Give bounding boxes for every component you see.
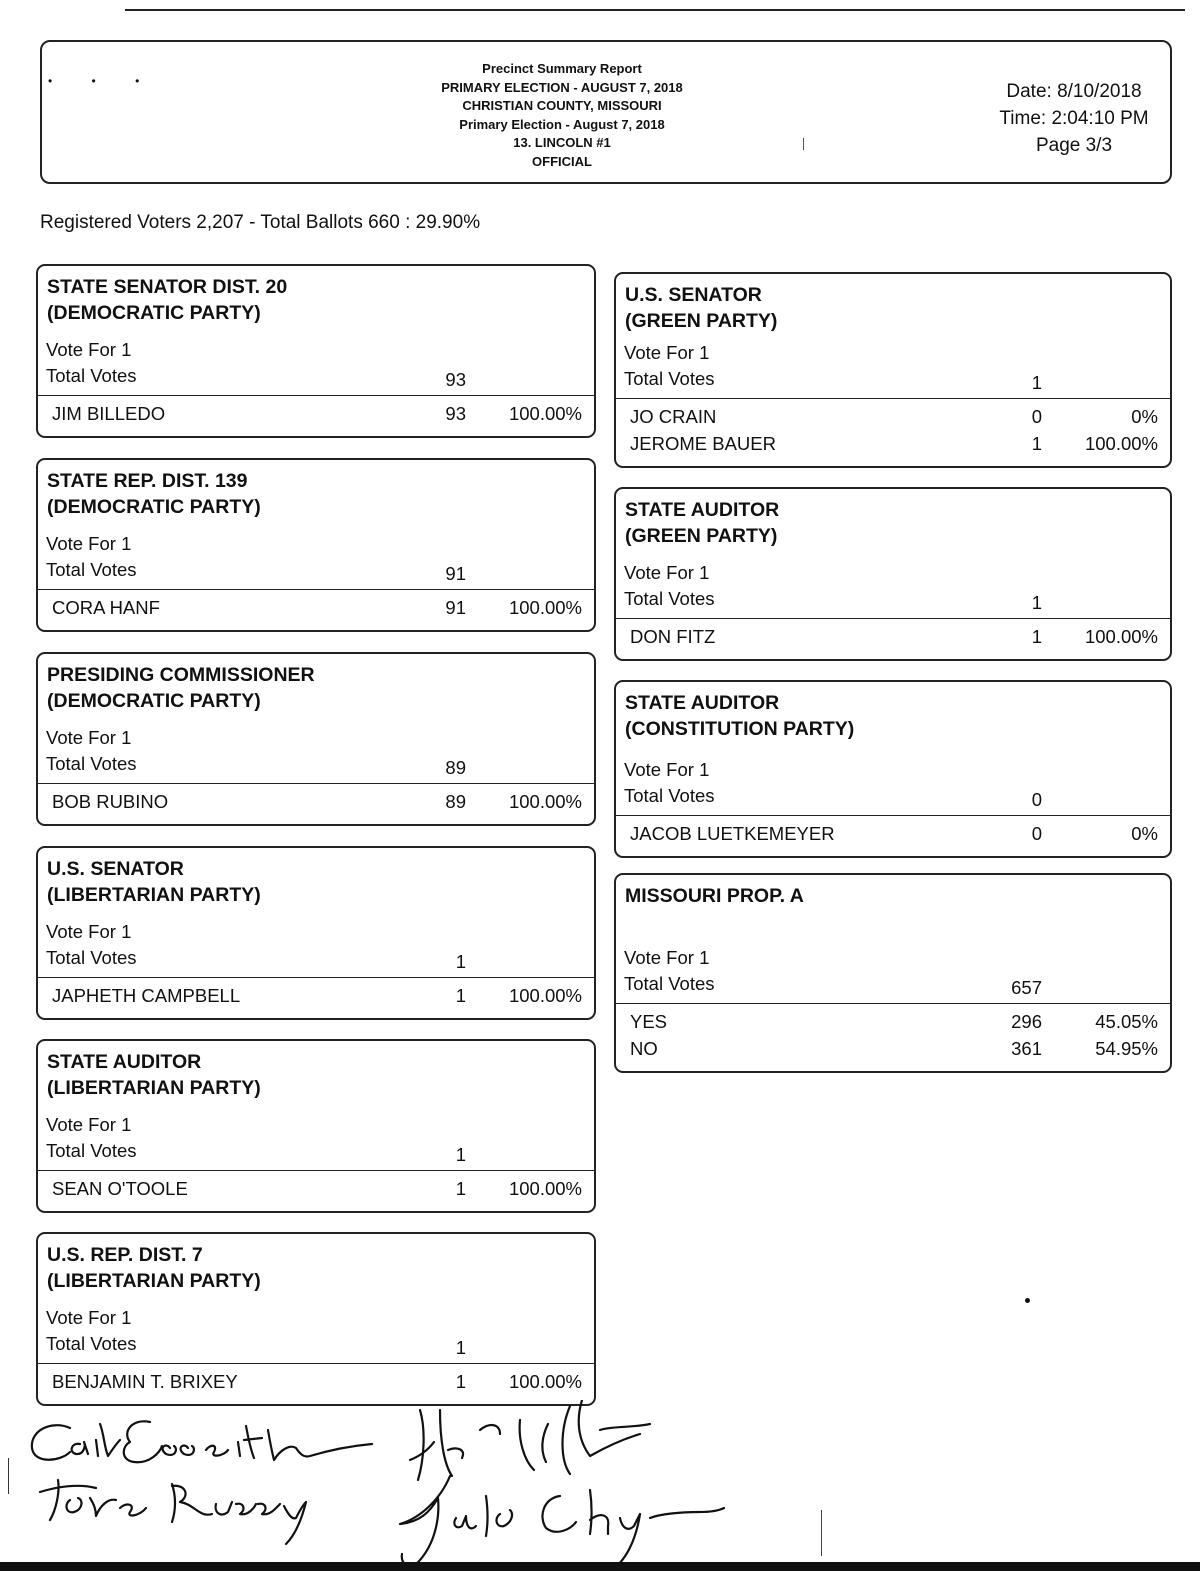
- race-title-line: MISSOURI PROP. A: [625, 885, 804, 907]
- signature-4: [400, 1476, 724, 1570]
- candidate-votes: 296: [1011, 1011, 1042, 1032]
- scan-marks: • • •: [48, 74, 158, 88]
- total-votes-label: Total Votes: [624, 588, 715, 609]
- candidate-percent: 100.00%: [508, 1371, 582, 1392]
- candidate-name: JAPHETH CAMPBELL: [52, 985, 241, 1006]
- race-divider: [616, 618, 1170, 619]
- race-title: [47, 662, 315, 714]
- total-votes-label: Total Votes: [624, 973, 715, 994]
- candidate-percent: 100.00%: [1084, 626, 1158, 647]
- candidate-percent: 100.00%: [508, 791, 582, 812]
- election-name: PRIMARY ELECTION - AUGUST 7, 2018: [441, 79, 683, 95]
- report-title-block: [342, 60, 782, 171]
- race-title-line: STATE REP. DIST. 139: [47, 470, 248, 492]
- total-votes-value: 1: [1031, 592, 1042, 613]
- candidate-row: [616, 1038, 1170, 1065]
- candidate-row: [38, 791, 594, 818]
- total-votes-label: Total Votes: [46, 559, 137, 580]
- race-title: [625, 282, 777, 334]
- race-divider: [38, 395, 594, 396]
- candidate-row: [616, 1011, 1170, 1038]
- vote-for-label: Vote For 1: [46, 1114, 132, 1135]
- race-title-line: U.S. SENATOR: [625, 284, 762, 306]
- county-name: CHRISTIAN COUNTY, MISSOURI: [462, 98, 662, 113]
- candidate-name: SEAN O'TOOLE: [52, 1178, 188, 1199]
- race-box-state-auditor-constitution-party: [614, 680, 1172, 858]
- total-votes-label: Total Votes: [46, 947, 137, 968]
- race-title: [625, 497, 779, 549]
- scan-speck: [1025, 1298, 1030, 1303]
- race-divider: [616, 815, 1170, 816]
- candidate-name: BENJAMIN T. BRIXEY: [52, 1371, 238, 1392]
- report-time: Time: 2:04:10 PM: [999, 108, 1149, 129]
- total-votes-value: 1: [455, 1337, 466, 1358]
- candidate-percent: 100.00%: [508, 1178, 582, 1199]
- candidate-name: JO CRAIN: [630, 406, 717, 427]
- report-header: [40, 40, 1172, 184]
- candidate-votes: 1: [1031, 626, 1042, 647]
- race-title-line: (DEMOCRATIC PARTY): [47, 302, 261, 324]
- candidate-name: JACOB LUETKEMEYER: [630, 823, 835, 844]
- candidate-votes: 1: [455, 1371, 466, 1392]
- scan-mark-right: [821, 1510, 822, 1556]
- candidate-percent: 100.00%: [508, 985, 582, 1006]
- race-title: [47, 274, 287, 326]
- total-votes-label: Total Votes: [624, 785, 715, 806]
- race-title-line: (DEMOCRATIC PARTY): [47, 690, 261, 712]
- candidate-votes: 1: [1031, 433, 1042, 454]
- candidate-row: [616, 626, 1170, 653]
- race-divider: [38, 783, 594, 784]
- vote-for-label: Vote For 1: [46, 1307, 132, 1328]
- race-title-line: (LIBERTARIAN PARTY): [47, 1077, 261, 1099]
- race-title-line: U.S. REP. DIST. 7: [47, 1244, 203, 1266]
- report-meta: [984, 78, 1164, 159]
- race-title-line: U.S. SENATOR: [47, 858, 184, 880]
- precinct-name: 13. LINCOLN #1: [513, 135, 611, 150]
- report-date: Date: 8/10/2018: [1006, 81, 1142, 102]
- candidate-percent: 0%: [1131, 406, 1158, 427]
- total-votes-value: 1: [455, 951, 466, 972]
- total-votes-value: 0: [1031, 789, 1042, 810]
- vote-for-label: Vote For 1: [46, 727, 132, 748]
- race-box-state-auditor-green-party: [614, 487, 1172, 661]
- race-title-line: (DEMOCRATIC PARTY): [47, 496, 261, 518]
- candidate-row: [38, 1371, 594, 1398]
- total-votes-label: Total Votes: [624, 368, 715, 389]
- candidate-name: JEROME BAUER: [630, 433, 776, 454]
- official-label: OFFICIAL: [532, 153, 592, 169]
- candidate-percent: 100.00%: [508, 597, 582, 618]
- vote-for-label: Vote For 1: [624, 759, 710, 780]
- vote-for-label: Vote For 1: [46, 339, 132, 360]
- candidate-name: YES: [630, 1011, 668, 1032]
- report-title: Precinct Summary Report: [482, 61, 642, 76]
- candidate-name: BOB RUBINO: [52, 791, 169, 812]
- total-votes-label: Total Votes: [46, 1333, 137, 1354]
- candidate-votes: 0: [1031, 823, 1042, 844]
- race-box-state-auditor-libertarian-party: [36, 1039, 596, 1213]
- candidate-percent: 0%: [1131, 823, 1158, 844]
- race-box-presiding-commissioner-democratic-party: [36, 652, 596, 826]
- candidate-row: [616, 406, 1170, 433]
- candidate-votes: 93: [445, 403, 466, 424]
- candidate-percent: 100.00%: [508, 403, 582, 424]
- total-votes-label: Total Votes: [46, 753, 137, 774]
- candidate-name: CORA HANF: [52, 597, 160, 618]
- candidate-name: JIM BILLEDO: [52, 403, 166, 424]
- race-title-line: (LIBERTARIAN PARTY): [47, 884, 261, 906]
- candidate-row: [38, 597, 594, 624]
- total-votes-label: Total Votes: [46, 365, 137, 386]
- candidate-percent: 100.00%: [1084, 433, 1158, 454]
- total-votes-value: 93: [445, 369, 466, 390]
- race-divider: [38, 589, 594, 590]
- total-votes-value: 91: [445, 563, 466, 584]
- total-votes-value: 89: [445, 757, 466, 778]
- registered-voters-summary: Registered Voters 2,207 - Total Ballots 660 : 29.90%: [40, 212, 481, 233]
- candidate-row: [616, 823, 1170, 850]
- race-title-line: STATE AUDITOR: [625, 499, 780, 521]
- vote-for-label: Vote For 1: [624, 562, 710, 583]
- race-box-u-s-senator-green-party: [614, 272, 1172, 468]
- candidate-percent: 45.05%: [1095, 1011, 1158, 1032]
- candidate-votes: 0: [1031, 406, 1042, 427]
- race-divider: [38, 1170, 594, 1171]
- scan-tick: [803, 138, 804, 150]
- race-title: [47, 1049, 261, 1101]
- race-box-state-rep-dist-139-democratic-party: [36, 458, 596, 632]
- total-votes-value: 1: [455, 1144, 466, 1165]
- candidate-votes: 89: [445, 791, 466, 812]
- race-title: [47, 856, 261, 908]
- top-scan-line: [125, 0, 1185, 11]
- candidate-row: [616, 433, 1170, 460]
- candidate-percent: 54.95%: [1095, 1038, 1158, 1059]
- race-divider: [616, 398, 1170, 399]
- bottom-scan-edge: [0, 1562, 1200, 1571]
- candidate-name: DON FITZ: [630, 626, 716, 647]
- total-votes-value: 657: [1011, 977, 1042, 998]
- race-divider: [38, 977, 594, 978]
- candidate-votes: 1: [455, 985, 466, 1006]
- race-title: [47, 468, 261, 520]
- race-title: [625, 883, 804, 935]
- signatures: [0, 1400, 760, 1571]
- vote-for-label: Vote For 1: [624, 947, 710, 968]
- race-title-line: [625, 909, 804, 935]
- race-title-line: PRESIDING COMMISSIONER: [47, 664, 315, 686]
- race-divider: [616, 1003, 1170, 1004]
- race-title: [47, 1242, 261, 1294]
- election-subtitle: Primary Election - August 7, 2018: [459, 116, 665, 132]
- race-box-u-s-senator-libertarian-party: [36, 846, 596, 1020]
- vote-for-label: Vote For 1: [46, 533, 132, 554]
- candidate-name: NO: [630, 1038, 658, 1059]
- race-divider: [38, 1363, 594, 1364]
- signature-3: [410, 1400, 650, 1480]
- candidate-votes: 1: [455, 1178, 466, 1199]
- race-title-line: (CONSTITUTION PARTY): [625, 718, 855, 740]
- signature-1: [32, 1421, 372, 1462]
- scan-mark-left: [8, 1458, 9, 1494]
- race-title-line: (GREEN PARTY): [625, 310, 778, 332]
- signature-2: [40, 1480, 306, 1544]
- total-votes-label: Total Votes: [46, 1140, 137, 1161]
- vote-for-label: Vote For 1: [46, 921, 132, 942]
- race-title-line: STATE SENATOR DIST. 20: [47, 276, 288, 298]
- candidate-votes: 361: [1011, 1038, 1042, 1059]
- candidate-votes: 91: [445, 597, 466, 618]
- candidate-row: [38, 1178, 594, 1205]
- candidate-row: [38, 403, 594, 430]
- race-title-line: STATE AUDITOR: [47, 1051, 202, 1073]
- race-title-line: STATE AUDITOR: [625, 692, 780, 714]
- race-title-line: (GREEN PARTY): [625, 525, 778, 547]
- total-votes-value: 1: [1031, 372, 1042, 393]
- race-title-line: (LIBERTARIAN PARTY): [47, 1270, 261, 1292]
- page-number: Page 3/3: [1035, 135, 1113, 156]
- race-box-u-s-rep-dist-7-libertarian-party: [36, 1232, 596, 1406]
- candidate-row: [38, 985, 594, 1012]
- vote-for-label: Vote For 1: [624, 342, 710, 363]
- race-box-state-senator-dist-20-democratic-party: [36, 264, 596, 438]
- race-title: [625, 690, 854, 742]
- race-box-missouri-prop-a: [614, 873, 1172, 1073]
